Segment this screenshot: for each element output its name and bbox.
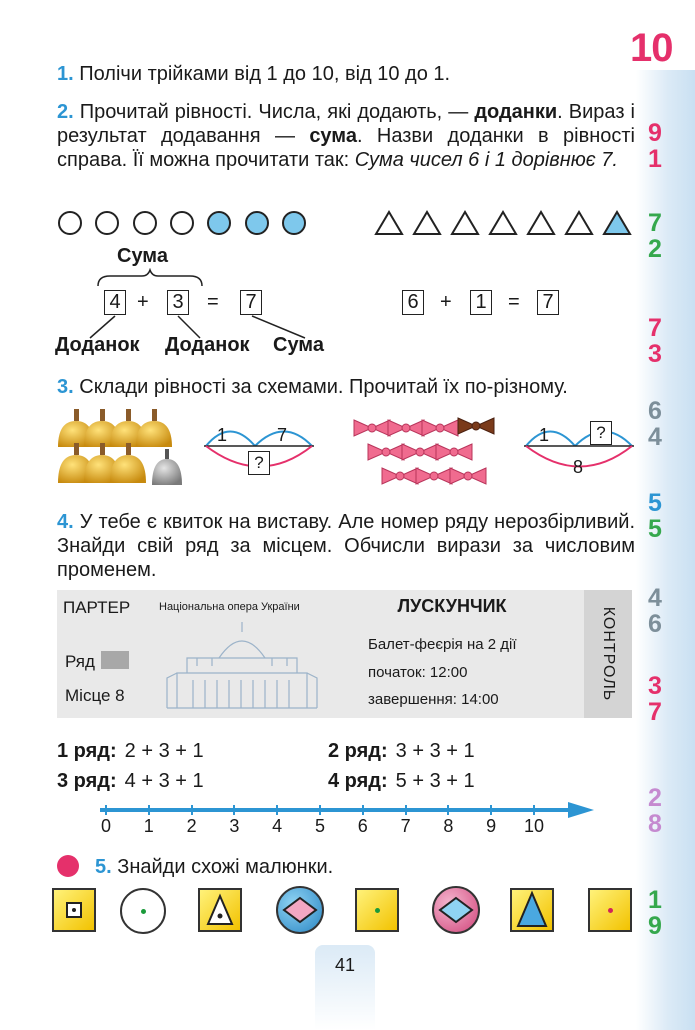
bell-icon <box>110 443 146 483</box>
number-line-tick <box>233 805 235 815</box>
side-number-top: 9 <box>648 119 662 147</box>
square-with-dot <box>355 888 399 932</box>
ticket-stub <box>584 590 632 718</box>
triangle-empty <box>414 212 440 234</box>
number-line-label: 10 <box>523 816 545 836</box>
scheme-1-left: 1 <box>217 425 228 445</box>
page-number-tab <box>315 945 375 1030</box>
row-2-expr: 3 + 3 + 1 <box>395 740 475 762</box>
number-line-tick <box>362 805 364 815</box>
number-line-tick <box>447 805 449 815</box>
number-line-tick <box>148 805 150 815</box>
number-line-label: 7 <box>400 816 411 836</box>
task-3 <box>57 375 637 399</box>
number-line-tick <box>405 805 407 815</box>
circle-empty <box>58 211 82 235</box>
row-3-label: 3 ряд: <box>57 770 117 792</box>
page-number: 41 <box>334 955 356 975</box>
circle-empty <box>133 211 157 235</box>
sum-box: 7 <box>240 290 262 315</box>
opera-house-drawing <box>157 618 327 716</box>
task-3-text: Склади рівності за схемами. Прочитай їх по-різному. <box>79 376 568 398</box>
row-1-expr: 2 + 3 + 1 <box>124 740 204 762</box>
side-number-bottom: 7 <box>648 698 662 726</box>
bows-picture <box>348 408 513 493</box>
task-1-text: Полічи трійками від 1 до 10, від 10 до 1. <box>79 63 451 85</box>
grey-bell-icon <box>152 449 182 485</box>
row-2-expression <box>328 740 475 763</box>
number-line-label: 4 <box>272 816 283 836</box>
plus-sign: + <box>137 291 149 313</box>
side-number-top: 4 <box>648 584 662 612</box>
row-4-label: 4 ряд: <box>328 770 388 792</box>
side-number-top: 7 <box>648 314 662 342</box>
addend-box-1: 4 <box>104 290 126 315</box>
pink-bow-icon <box>382 468 418 484</box>
ticket-control: КОНТРОЛЬ <box>600 606 617 702</box>
term-addends: доданки <box>474 101 558 123</box>
circle-with-dot <box>120 888 166 934</box>
circle-blue <box>282 211 306 235</box>
number-line-tick <box>276 805 278 815</box>
equals-sign: = <box>207 291 219 313</box>
right-addend-box-2: 1 <box>470 290 492 315</box>
circle-blue <box>207 211 231 235</box>
label-addend-1: Доданок <box>55 334 140 356</box>
row-2-label: 2 ряд: <box>328 740 388 762</box>
square-with-square <box>52 888 96 932</box>
label-addend-2: Доданок <box>165 334 250 356</box>
number-line-label: 3 <box>229 816 240 836</box>
row-3-expression <box>57 770 204 793</box>
sum-brace-label: Сума <box>117 245 168 267</box>
task-4-number: 4. <box>57 511 74 533</box>
triangle-empty <box>566 212 592 234</box>
label-sum: Сума <box>273 334 324 356</box>
scheme-1-unknown: ? <box>248 451 270 475</box>
side-number-top: 5 <box>648 489 662 517</box>
equals-sign: = <box>508 291 520 313</box>
task-5-marker <box>57 855 79 877</box>
pink-bow-icon <box>402 444 438 460</box>
scheme-2-bottom: 8 <box>573 457 584 477</box>
brown-bow-icon <box>458 418 494 434</box>
ticket-end: завершення: 14:00 <box>368 691 499 708</box>
side-number-bottom: 3 <box>648 340 662 368</box>
ticket-description: Балет-феєрія на 2 дії <box>368 636 517 653</box>
square-with-blue-triangle <box>510 888 554 932</box>
task-2-example: Сума чисел 6 і 1 дорівнює 7. <box>354 149 618 171</box>
task-5-number: 5. <box>95 856 112 878</box>
number-line-tick <box>191 805 193 815</box>
triangle-empty <box>452 212 478 234</box>
bells-picture <box>52 405 192 490</box>
addend-box-2: 3 <box>167 290 189 315</box>
ticket-parter: ПАРТЕР <box>63 598 131 617</box>
row-1-expression <box>57 740 204 763</box>
bell-icon <box>136 409 172 447</box>
side-number-top: 6 <box>648 397 662 425</box>
number-line-tick <box>319 805 321 815</box>
number-line-label: 8 <box>443 816 454 836</box>
side-number-bottom: 4 <box>648 423 662 451</box>
lesson-number: 10 <box>630 26 673 70</box>
number-line-label: 5 <box>314 816 325 836</box>
number-line-tick <box>533 805 535 815</box>
triangles-row <box>372 208 637 238</box>
row-1-label: 1 ряд: <box>57 740 117 762</box>
task-2-part-2: . Вираз і результат додавання — <box>57 101 635 147</box>
side-number-top: 7 <box>648 209 662 237</box>
square-with-red-dot <box>588 888 632 932</box>
circle-empty <box>170 211 194 235</box>
theatre-ticket <box>57 590 632 718</box>
number-line-tick <box>105 805 107 815</box>
pink-bow-icon <box>436 444 472 460</box>
scheme-1-right: 7 <box>277 425 288 445</box>
number-line-label: 9 <box>486 816 497 836</box>
side-number-bottom: 6 <box>648 610 662 638</box>
ticket-start: початок: 12:00 <box>368 664 468 681</box>
row-4-expression <box>328 770 475 793</box>
circle-with-blue-diamond <box>432 886 480 934</box>
pink-bow-icon <box>422 420 458 436</box>
row-4-expr: 5 + 3 + 1 <box>395 770 475 792</box>
side-number-top: 1 <box>648 886 662 914</box>
term-sum: сума <box>309 125 357 147</box>
task-4 <box>57 510 635 582</box>
side-number-bottom: 1 <box>648 145 662 173</box>
right-sum-box: 7 <box>537 290 559 315</box>
triangle-empty <box>376 212 402 234</box>
ticket-title: ЛУСКУНЧИК <box>397 596 507 616</box>
side-number-top: 2 <box>648 784 662 812</box>
scheme-2-left: 1 <box>539 425 550 445</box>
right-addend-box-1: 6 <box>402 290 424 315</box>
task-1 <box>57 62 637 86</box>
task-4-text: У тебе є квиток на виставу. Але номер ряду нерозбірливий. Знайди свій ряд за місцем. Обчисли вирази за числовим променем. <box>57 511 635 581</box>
task-2-part-3: . Назви доданки в рівності справа. Її можна прочитати так: <box>57 125 635 171</box>
ticket-row-label: Ряд <box>65 652 95 671</box>
pink-bow-icon <box>450 468 486 484</box>
task-2-text <box>57 100 635 172</box>
pink-bow-icon <box>388 420 424 436</box>
ticket-opera: Національна опера України <box>159 601 300 613</box>
task-2-number: 2. <box>57 101 74 123</box>
sum-brace <box>95 268 205 288</box>
task-2-part-1: Прочитай рівності. Числа, які додають, — <box>79 101 475 123</box>
side-number-top: 3 <box>648 672 662 700</box>
ticket-row-smudge <box>101 651 129 669</box>
task-5-text: Знайди схожі малюнки. <box>117 856 334 878</box>
task-1-number: 1. <box>57 63 74 85</box>
number-line-label: 2 <box>186 816 197 836</box>
number-line-label: 0 <box>100 816 111 836</box>
side-number-bottom: 2 <box>648 235 662 263</box>
side-number-bottom: 5 <box>648 515 662 543</box>
triangle-empty <box>490 212 516 234</box>
number-line-label: 6 <box>357 816 368 836</box>
pink-bow-icon <box>416 468 452 484</box>
number-line-label: 1 <box>143 816 154 836</box>
number-line-tick <box>490 805 492 815</box>
number-line <box>0 808 640 844</box>
square-with-triangle <box>198 888 242 932</box>
plus-sign: + <box>440 291 452 313</box>
ticket-seat: Місце 8 <box>65 686 125 705</box>
triangle-blue <box>604 212 630 234</box>
pink-bow-icon <box>354 420 390 436</box>
side-number-bottom: 9 <box>648 912 662 940</box>
row-3-expr: 4 + 3 + 1 <box>124 770 204 792</box>
triangle-empty <box>528 212 554 234</box>
side-number-bottom: 8 <box>648 810 662 838</box>
scheme-2-unknown: ? <box>590 421 612 445</box>
task-5 <box>95 855 333 879</box>
task-3-number: 3. <box>57 376 74 398</box>
circle-empty <box>95 211 119 235</box>
pink-bow-icon <box>368 444 404 460</box>
circle-blue <box>245 211 269 235</box>
circle-with-diamond <box>276 886 324 934</box>
